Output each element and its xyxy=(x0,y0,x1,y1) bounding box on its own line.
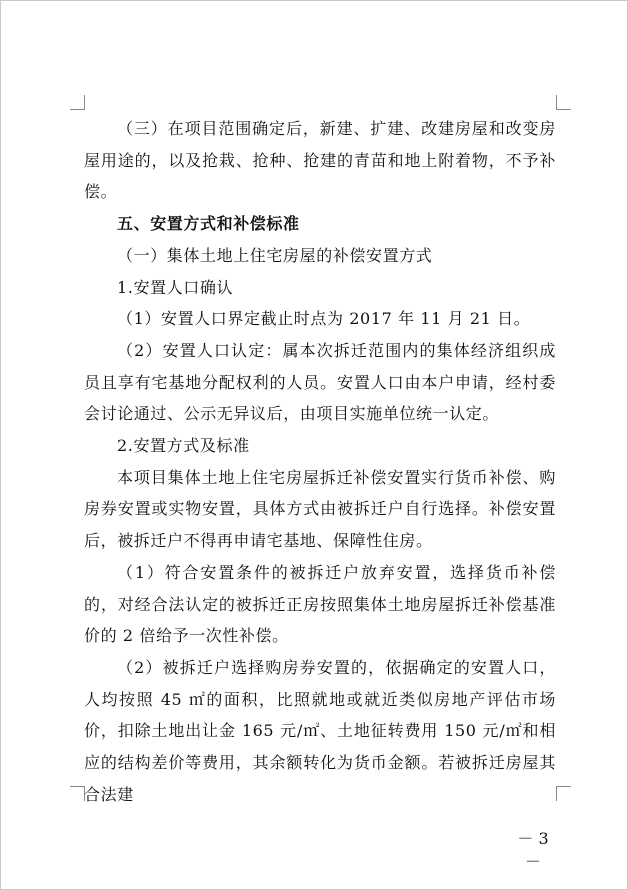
crop-mark-top-right xyxy=(556,95,571,110)
crop-mark-bottom-left xyxy=(70,786,85,801)
subsection-heading: （一）集体土地上住宅房屋的补偿安置方式 xyxy=(117,245,433,265)
item-heading: 1.安置人口确认 xyxy=(117,277,234,297)
item-heading: 2.安置方式及标准 xyxy=(117,436,250,456)
crop-mark-top-left xyxy=(70,95,85,110)
paragraph: （1）符合安置条件的被拆迁户放弃安置，选择货币补偿的，对经合法认定的被拆迁正房按照集体土地房屋拆迁补偿基准价的 2 倍给予一次性补偿。 xyxy=(84,562,556,646)
page-number: － 3 － xyxy=(517,829,549,871)
document-body xyxy=(84,113,556,810)
section-heading: 五、安置方式和补偿标准 xyxy=(117,214,300,234)
paragraph: （2）安置人口认定：属本次拆迁范围内的集体经济组织成员且享有宅基地分配权利的人员。安置人口由本户申请，经村委会讨论通过、公示无异议后，由项目实施单位统一认定。 xyxy=(84,340,556,424)
paragraph: 本项目集体土地上住宅房屋拆迁补偿安置实行货币补偿、购房券安置或实物安置，具体方式由被拆迁户自行选择。补偿安置后，被拆迁户不得再申请宅基地、保障性住房。 xyxy=(84,467,556,551)
paragraph: （1）安置人口界定截止时点为 2017 年 11 月 21 日。 xyxy=(117,309,531,329)
paragraph: （三）在项目范围确定后，新建、扩建、改建房屋和改变房屋用途的，以及抢栽、抢种、抢建的青苗和地上附着物，不予补偿。 xyxy=(84,119,556,202)
crop-mark-bottom-right xyxy=(556,786,571,801)
paragraph: （2）被拆迁户选择购房券安置的，依据确定的安置人口，人均按照 45 ㎡的面积，比照就地或就近类似房地产评估市场价，扣除土地出让金 165 元/㎡、土地征转费用 150 元/㎡和相应的结构差价等费用，其余额转化为货币金额。若被拆迁房屋其合法建 xyxy=(84,657,556,804)
